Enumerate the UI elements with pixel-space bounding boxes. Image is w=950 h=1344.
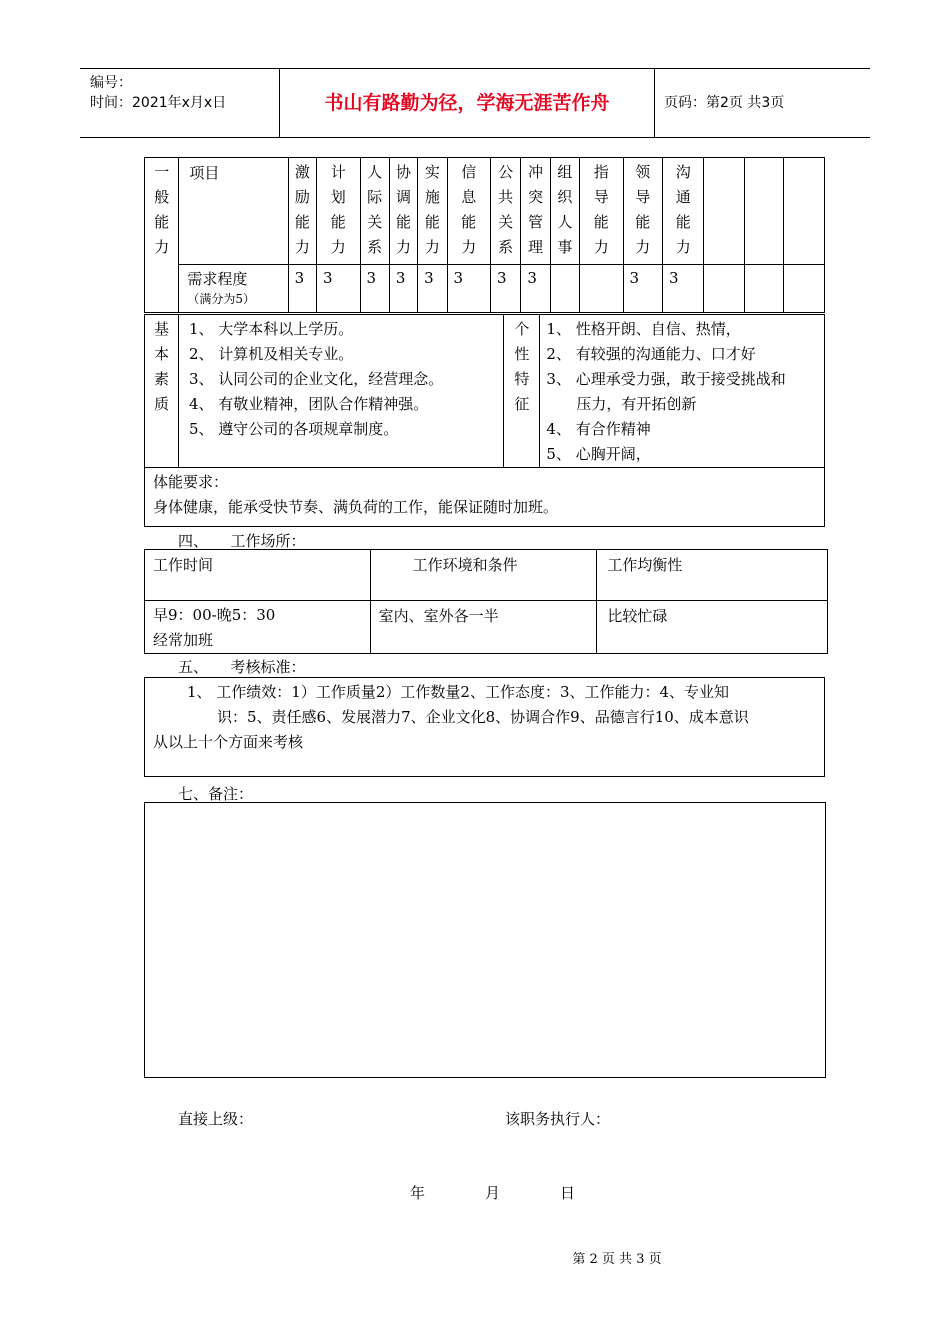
supervisor-signature-label: 直接上级： <box>178 1110 254 1128</box>
personality-item: 5、 心胸开阔， <box>546 445 651 463</box>
personality-item: 4、 有合作精神 <box>546 420 651 438</box>
personality-item: 2、 有较强的沟通能力、口才好 <box>546 345 756 363</box>
ability-item: 公 共 关 系 <box>491 158 521 265</box>
personality-item: 压力，有开拓创新 <box>546 395 697 413</box>
requirement-label: 需求程度 <box>187 270 248 288</box>
physical-requirement <box>145 468 825 527</box>
physical-requirement-text: 身体健康，能承受快节奏、满负荷的工作，能保证随时加班。 <box>153 498 559 516</box>
ability-score: 3 <box>663 265 704 313</box>
basic-quality-label-text: 基 本 素 质 <box>153 320 169 413</box>
page-footer: 第 2 页 共 3 页 <box>572 1252 662 1267</box>
document-number-label: 编号： <box>90 75 132 91</box>
header-meta <box>80 69 280 137</box>
ability-score: 3 <box>623 265 662 313</box>
ability-score <box>550 265 579 313</box>
basic-quality-table <box>144 314 825 527</box>
work-time-header: 工作时间 <box>145 550 371 601</box>
ability-item: 激 励 能 力 <box>288 158 316 265</box>
work-balance-value: 比较忙碌 <box>597 601 828 654</box>
assessment-line: 识：5、责任感6、发展潜力7、企业文化8、协调合作9、品德言行10、成本意识 <box>217 708 749 726</box>
personality-label-text: 个 性 特 征 <box>514 320 530 413</box>
workplace-table <box>144 549 828 654</box>
ability-item: 组 织 人 事 <box>550 158 579 265</box>
ability-item: 实 施 能 力 <box>418 158 447 265</box>
ability-score <box>744 265 783 313</box>
executor-signature-label: 该职务执行人： <box>505 1110 611 1128</box>
basic-quality-list <box>178 315 504 468</box>
work-time-value: 早9：00-晚5：30 <box>153 606 276 624</box>
page-header <box>80 68 870 138</box>
ability-score: 3 <box>521 265 550 313</box>
assessment-section-title: 五、 考核标准： <box>178 658 306 676</box>
remarks-box <box>144 802 826 1078</box>
overtime-note: 经常加班 <box>153 631 214 649</box>
document-time: 时间：2021年x月x日 <box>90 95 227 111</box>
requirement-label-cell <box>179 265 288 313</box>
ability-score: 3 <box>360 265 389 313</box>
ability-score <box>580 265 624 313</box>
basic-quality-item: 1、 大学本科以上学历。 <box>188 320 354 338</box>
remarks-section-title: 七、备注： <box>178 785 254 803</box>
personality-label <box>504 315 540 468</box>
work-time-cell <box>145 601 371 654</box>
basic-quality-item: 4、 有敬业精神，团队合作精神强。 <box>188 395 429 413</box>
ability-score: 3 <box>491 265 521 313</box>
ability-score: 3 <box>418 265 447 313</box>
ability-item: 领 导 能 力 <box>623 158 662 265</box>
assessment-box <box>144 677 825 777</box>
basic-quality-label <box>145 315 179 468</box>
physical-requirement-label: 体能要求： <box>153 473 229 491</box>
ability-score: 3 <box>389 265 417 313</box>
general-ability-table <box>144 157 825 313</box>
basic-quality-item: 2、 计算机及相关专业。 <box>188 345 354 363</box>
ability-score <box>784 265 825 313</box>
ability-item <box>704 158 744 265</box>
item-header: 项目 <box>179 158 288 265</box>
ability-score: 3 <box>288 265 316 313</box>
header-motto: 书山有路勤为径，学海无涯苦作舟 <box>280 69 655 137</box>
ability-item: 沟 通 能 力 <box>663 158 704 265</box>
workplace-section-title: 四、 工作场所： <box>178 532 306 550</box>
work-environment-header: 工作环境和条件 <box>370 550 597 601</box>
personality-item: 1、 性格开朗、自信、热情， <box>546 320 741 338</box>
ability-item <box>744 158 783 265</box>
work-environment-value: 室内、室外各一半 <box>370 601 597 654</box>
ability-item: 信 息 能 力 <box>447 158 491 265</box>
requirement-note: （满分为5） <box>187 292 256 306</box>
general-ability-label <box>145 158 179 313</box>
personality-item: 3、 心理承受力强，敢于接受挑战和 <box>546 370 786 388</box>
ability-item: 计 划 能 力 <box>317 158 361 265</box>
ability-item: 指 导 能 力 <box>580 158 624 265</box>
assessment-line: 从以上十个方面来考核 <box>153 733 304 751</box>
ability-item <box>784 158 825 265</box>
personality-list <box>540 315 825 468</box>
ability-score: 3 <box>317 265 361 313</box>
general-ability-label-text: 一 般 能 力 <box>154 163 170 256</box>
date-day-label: 日 <box>560 1184 576 1202</box>
ability-score <box>704 265 744 313</box>
assessment-line: 1、 工作绩效：1）工作质量2）工作数量2、工作态度：3、工作能力：4、专业知 <box>187 683 730 701</box>
basic-quality-item: 5、 遵守公司的各项规章制度。 <box>188 420 399 438</box>
date-month-label: 月 <box>485 1184 501 1202</box>
header-page-number: 页码：第2页 共3页 <box>664 95 785 111</box>
ability-score: 3 <box>447 265 491 313</box>
basic-quality-item: 3、 认同公司的企业文化，经营理念。 <box>188 370 444 388</box>
ability-item: 人 际 关 系 <box>360 158 389 265</box>
ability-item: 协 调 能 力 <box>389 158 417 265</box>
date-year-label: 年 <box>410 1184 426 1202</box>
ability-item: 冲 突 管 理 <box>521 158 550 265</box>
work-balance-header: 工作均衡性 <box>597 550 828 601</box>
